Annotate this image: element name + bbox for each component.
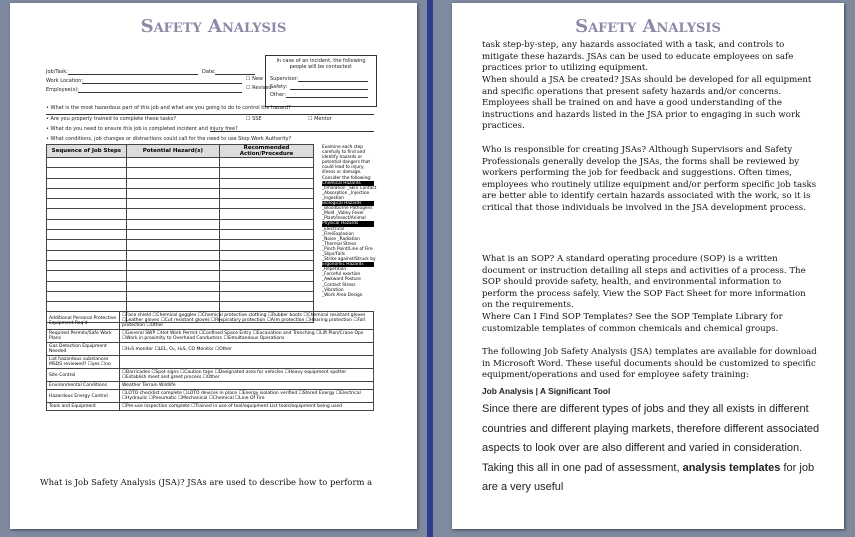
answer-3-line[interactable] [210,131,374,132]
requirement-options[interactable]: Weather Terrain Wildlife [120,382,374,390]
job-step-cell[interactable] [47,199,127,209]
job-step-cell[interactable] [220,158,314,168]
incident-contacts-box [265,55,377,107]
requirement-label: List hazardous substances MSDS reviewed? ☐yes ☐no [47,356,120,369]
requirements-body [47,312,374,411]
job-step-cell[interactable] [126,209,219,219]
job-step-cell[interactable] [126,219,219,229]
requirement-row [47,343,374,356]
sidebar-item: Consider the following: [322,175,372,181]
paragraph-who-responsible: Who is responsible for creating JSAs? Although Supervisors and Safety Professionals generally develop the JSAs, the forms shall be reviewed by workers performing the job for feedback and suggestions. Often times, employees who routinely utilize equipment and/or perform specific job tasks are better able to identify certain hazards associated with the work, so it is critical that those individuals be involved in the JSA development process. [482,145,817,213]
mentor-checkbox[interactable]: ☐ Mentor [308,116,332,122]
sidebar-item: _Fire/Explosion [322,231,354,237]
hazard-sidebar [322,145,377,298]
sidebar-category: Physical Hazards [322,221,374,226]
paragraph-sop-templates: Where Can I Find SOP Templates? See the SOP Template Library for customizable templates of common chemicals and chemical groups. [482,312,783,334]
job-step-cell[interactable] [126,178,219,188]
requirement-options[interactable]: ☐Face shield ☐Chemical goggles ☐Chemical protective clothing ☐Rubber boots ☐Chemical resistant gloves ☐Leather gloves ☐Cut resistant gloves ☐Respiratory protection ☐Arm protection ☐Hearing protection ☐Fall protection ☐Other [120,312,374,330]
job-step-cell[interactable] [47,230,127,240]
requirement-label: Required Permits/Safe Work Plans [47,330,120,343]
sidebar-item: identify hazards or [322,155,363,161]
sidebar-item: carefully to find and [322,150,366,156]
incident-note: In case of an incident, the following people will be contacted: [276,58,366,70]
left-page [10,3,417,529]
job-step-cell[interactable] [47,219,127,229]
paragraph-templates-available: The following Job Safety Analysis (JSA) templates are available for download in Microsoft Word. These useful documents should be customized to specific equipment/operations and used for employee safety training: [482,347,817,381]
job-step-cell[interactable] [47,260,127,270]
sidebar-item: could lead to injury, [322,165,365,171]
job-step-row [47,281,314,291]
job-step-row [47,209,314,219]
sidebar-item: illness or damage. [322,170,362,176]
supervisor-line[interactable] [298,81,368,82]
sidebar-item: _Noise _Radiation [322,236,360,242]
contact-supervisor: Supervisor: [270,76,299,82]
sidebar-category: Biological Hazards [322,201,374,206]
sidebar-item: _Ingestion [322,195,344,201]
right-page [452,3,844,529]
job-step-row [47,271,314,281]
job-step-cell[interactable] [220,260,314,270]
sidebar-item: Examine each step [322,145,364,150]
sidebar-item: _Absorption _Injection [322,190,370,196]
job-step-cell[interactable] [47,281,127,291]
header-sequence: Sequence of Job Steps [47,145,127,158]
date-label: Date: [202,69,216,75]
job-step-cell[interactable] [126,199,219,209]
job-steps-header-row [47,145,314,158]
answer-1-line[interactable] [46,114,374,115]
job-step-row [47,230,314,240]
paragraph-jsa-def: task step-by-step, any hazards associated with a task, and controls to mitigate these hazards. JSAs can be used to educate employees on safe practices prior to utilizing equipment. [482,40,794,74]
analysis-templates-bold: analysis templates [682,461,781,474]
date-field[interactable] [215,74,255,75]
job-steps-body [47,158,314,323]
requirement-row [47,390,374,403]
job-step-cell[interactable] [126,158,219,168]
job-steps-table [46,144,314,323]
sidebar-item: _Electrical [322,226,344,232]
job-step-row [47,158,314,168]
job-step-row [47,188,314,198]
job-step-cell[interactable] [47,291,127,301]
header-hazards: Potential Hazard(s) [126,145,219,158]
other-line[interactable] [286,97,368,98]
job-step-cell[interactable] [220,250,314,260]
sidebar-category: Ergonomic Hazards [322,262,374,267]
requirement-row [47,356,374,369]
requirement-label: Tools and Equipment [47,403,120,411]
sidebar-item: _Bloodborne Pathogens [322,206,373,212]
job-step-cell[interactable] [47,168,127,178]
revised-label: Revised [252,85,272,91]
sidebar-item: _Strike against/Struck by [322,257,376,263]
revised-checkbox[interactable]: ☐ Revised [246,85,272,91]
sidebar-item: _Forceful exertion [322,272,361,278]
contact-other: Other: [270,92,286,98]
question-2: • Are you properly trained to complete these tasks? [46,116,177,122]
sidebar-category: Chemical Hazards [322,181,374,186]
job-step-row [47,240,314,250]
job-step-cell[interactable] [126,230,219,240]
left-page-title: Safety Analysis [140,16,287,37]
sidebar-item: _Plant/Insect/Animal [322,216,366,222]
job-step-cell[interactable] [47,188,127,198]
job-step-row [47,178,314,188]
job-step-cell[interactable] [126,188,219,198]
job-step-cell[interactable] [47,271,127,281]
big-text-block: Since there are different types of jobs and they all exists in different countries and different playing markets, therefore different associated aspects to look over are also different and varied in consideration. Taking this all in one pad of assessment, analysis templates for job are a very useful [482,403,820,494]
job-step-row [47,250,314,260]
requirement-row [47,369,374,382]
sidebar-item: _Pinch Point/Line of Fire [322,246,373,252]
job-step-cell[interactable] [220,281,314,291]
job-step-cell[interactable] [126,260,219,270]
sidebar-item: _Vibration [322,287,344,293]
page-divider [427,0,433,537]
contact-safety: Safety: [270,84,288,90]
job-step-cell[interactable] [126,291,219,301]
job-step-cell[interactable] [47,209,127,219]
work-location-field[interactable] [82,83,242,84]
job-step-cell[interactable] [126,271,219,281]
paragraph-sop: What is an SOP? A standard operating procedure (SOP) is a written document or instruction detailing all steps and activities of a process. The SOP should provide safety, health, and environmental information to perform the process safely. View the SOP Fact Sheet for more information on the requirements. [482,254,806,311]
job-step-cell[interactable] [47,178,127,188]
job-step-cell[interactable] [220,240,314,250]
job-step-cell[interactable] [126,168,219,178]
job-step-cell[interactable] [126,240,219,250]
question-3: • What do you need to ensure this job is completed incident and injury free? [46,126,238,132]
requirement-label: Hazardous Energy Control [47,390,120,403]
sidebar-item: potential dangers that [322,160,371,166]
job-step-cell[interactable] [47,240,127,250]
right-page-title: Safety Analysis [575,16,721,37]
requirement-row [47,312,374,330]
jsa-intro-line: What is Job Safety Analysis (JSA)? JSAs are used to describe how to perform a [40,477,373,487]
question-1: • What is the most hazardous part of this job and what are you going to do to control the hazard? [46,105,291,111]
header-action: Recommended Action/Procedure [220,145,314,158]
job-task-label: Job/Task: [46,69,68,75]
sidebar-item: _Awkward Posture [322,277,361,283]
requirement-label: Gas Detection Equipment Needed [47,343,120,356]
new-label: New [252,76,263,82]
requirement-label: Environmental Conditions [47,382,120,390]
job-step-row [47,199,314,209]
job-step-cell[interactable] [220,291,314,301]
safety-line[interactable] [290,89,368,90]
job-step-cell[interactable] [220,271,314,281]
sidebar-item: _Repetition [322,267,347,273]
work-location-label: Work Location: [46,78,84,84]
job-step-cell[interactable] [220,168,314,178]
requirement-label: Site Control [47,369,120,382]
paragraph-when-jsa: When should a JSA be created? JSAs should be developed for all equipment and specific operations that present safety hazards and/or concerns. Employees shall be trained on and have a good understanding of the instructions and hazards listed in the JSA prior to engaging in such work practices. [482,75,812,132]
job-step-row [47,260,314,270]
job-step-cell[interactable] [220,199,314,209]
requirement-options[interactable]: ☐LOTO checklist complete ☐LOTO devices in place ☐Energy isolation verified ☐Stored Energy ☐Electrical ☐Hydraulic ☐Pneumatic ☐Mechanical ☐Chemical ☐Line Of Fire [120,390,374,403]
job-step-cell[interactable] [126,281,219,291]
job-step-cell[interactable] [47,250,127,260]
job-step-cell[interactable] [220,209,314,219]
subheading: Job Analysis | A Significant Tool [482,386,611,396]
requirement-options[interactable] [120,356,374,369]
requirement-label: Additional Personal Protective Equipment Req'd [47,312,120,330]
job-step-cell[interactable] [220,230,314,240]
job-step-cell[interactable] [126,250,219,260]
sse-checkbox[interactable]: ☐ SSE [246,116,262,122]
requirement-options[interactable]: ☐H₂S monitor ☐LEL, O₂, H₂S, CO Monitor ☐Other [120,343,374,356]
job-task-field[interactable] [68,74,198,75]
question-4: • What conditions, job changes or distractions could call for the need to use Stop Work Authority? [46,136,292,142]
sidebar-item: _Inhalation _Skin Contact [322,185,377,191]
job-step-cell[interactable] [47,158,127,168]
requirement-options[interactable]: ☐Barricades ☐Spot signs ☐Caution tape ☐Designated area for vehicles ☐Heavy equipment spotter ☐Establish meet and greet process ☐Other [120,369,374,382]
job-step-row [47,219,314,229]
job-step-cell[interactable] [220,219,314,229]
employees-label: Employee(s): [46,87,79,93]
sidebar-item: _Work Area Design [322,292,363,298]
requirement-row [47,382,374,390]
job-step-cell[interactable] [220,188,314,198]
sidebar-item: _Thermal Stress [322,241,357,247]
sidebar-item: _Contact Stress [322,282,356,288]
job-step-cell[interactable] [220,178,314,188]
job-step-row [47,291,314,301]
sidebar-item: _Slips/Falls [322,251,346,257]
job-step-row [47,168,314,178]
sidebar-item: _Mold _Valley Fever [322,211,364,217]
new-checkbox[interactable]: ☐ New [246,76,263,82]
requirements-table [46,311,374,411]
employees-field[interactable] [78,92,242,93]
requirement-options[interactable]: ☐Pre-use inspection complete ☐Trained in use of tool/equipment List tools/equipment being used [120,403,374,411]
requirement-row [47,330,374,343]
requirement-options[interactable]: ☐General SWP ☐Hot Work Permit ☐Confined Space Entry ☐Excavation and Trenching ☐Lift Plan/Crane Ops ☐Work in proximity to Overhead Conductors ☐Simultaneous Operations [120,330,374,343]
requirement-row [47,403,374,411]
